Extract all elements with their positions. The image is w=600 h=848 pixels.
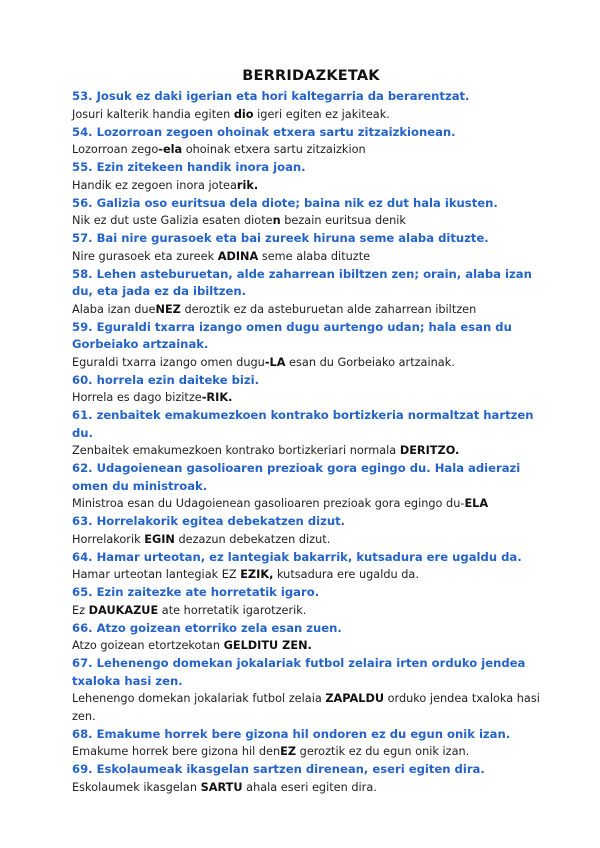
answer-text: Atzo goizean etortzekotan bbox=[72, 639, 224, 652]
exercise-answer bbox=[72, 495, 542, 513]
exercise-question: 64. Hamar urteotan, ez lantegiak bakarrik, kutsadura ere ugaldu da. bbox=[72, 549, 522, 564]
exercise-answer bbox=[72, 212, 542, 230]
answer-highlight: rik. bbox=[236, 178, 259, 192]
answer-text: ahala eseri egiten dira. bbox=[242, 780, 377, 794]
exercise-question: 59. Eguraldi txarra izango omen dugu aurtengo udan; hala esan du Gorbeiako artzainak. bbox=[72, 319, 512, 351]
exercise-question: 54. Lozorroan zegoen ohoinak etxera sartu zitzaizkionean. bbox=[72, 124, 456, 139]
exercise-answer bbox=[72, 690, 542, 725]
answer-text: orduko jendea txaloka hasi zen. bbox=[72, 692, 540, 723]
exercise-question: 62. Udagoienean gasolioaren prezioak gora egingo du. Hala adierazi omen du ministroak. bbox=[72, 461, 521, 493]
answer-text: Eskolaumek ikasgelan bbox=[72, 780, 201, 794]
answer-text: Emakume horrek bere gizona hil den bbox=[72, 745, 281, 758]
exercise-question: 60. horrela ezin daiteke bizi. bbox=[72, 372, 259, 387]
answer-highlight: NEZ bbox=[155, 302, 181, 316]
exercise-question: 58. Lehen asteburuetan, alde zaharrean ibiltzen zen; orain, alaba izan du, eta jada ez da ibiltzen. bbox=[72, 266, 532, 298]
answer-text: Lehenengo domekan jokalariak futbol zelaia bbox=[72, 692, 326, 705]
exercise-question: 68. Emakume horrek bere gizona hil ondoren ez du egun onik izan. bbox=[72, 726, 511, 741]
answer-text: Lozorroan zego bbox=[72, 143, 159, 156]
answer-text: Nire gurasoek eta zureek bbox=[72, 249, 218, 263]
answer-highlight: n bbox=[272, 214, 281, 227]
answer-text: bezain euritsua denik bbox=[280, 214, 406, 227]
answer-text: ohoinak etxera sartu zitzaizkion bbox=[182, 143, 366, 156]
answer-text: deroztik ez da asteburuetan alde zaharrean ibiltzen bbox=[180, 302, 477, 316]
answer-text: dezazun debekatzen dizut. bbox=[174, 532, 331, 546]
exercise-answer bbox=[72, 566, 542, 584]
answer-text: Alaba izan due bbox=[72, 302, 156, 316]
answer-text: Josuri kalterik handia egiten bbox=[72, 107, 234, 121]
exercise-answer bbox=[72, 389, 542, 407]
answer-highlight: -RIK. bbox=[201, 391, 233, 404]
exercise-question: 55. Ezin zitekeen handik inora joan. bbox=[72, 160, 306, 174]
exercise-answer bbox=[72, 301, 542, 319]
exercise-question: 61. zenbaitek emakumezkoen kontrako bortizkeria normaltzat hartzen du. bbox=[72, 408, 534, 440]
exercise-answer bbox=[72, 637, 542, 655]
answer-highlight: ADINA bbox=[217, 249, 259, 263]
exercise-answer bbox=[72, 442, 542, 460]
answer-text: Nik ez dut uste Galizia esaten diote bbox=[72, 214, 273, 227]
answer-text: Horrela es dago bizitze bbox=[72, 391, 202, 404]
answer-text: ate horretatik igarotzerik. bbox=[158, 603, 307, 617]
answer-text: Eguraldi txarra izango omen dugu bbox=[72, 355, 265, 369]
exercise-question: 69. Eskolaumeak ikasgelan sartzen direnean, eseri egiten dira. bbox=[72, 762, 485, 776]
answer-highlight: EZIK, bbox=[240, 568, 274, 581]
exercise-answer bbox=[72, 531, 542, 549]
answer-text: seme alaba dituzte bbox=[258, 249, 371, 263]
answer-highlight: dio bbox=[233, 107, 254, 121]
exercise-question: 53. Josuk ez daki igerian eta hori kaltegarria da berarentzat. bbox=[72, 89, 470, 103]
answer-highlight: -ela bbox=[158, 143, 183, 156]
answer-highlight: EZ bbox=[280, 745, 297, 758]
exercise-question: 63. Horrelakorik egitea debekatzen dizut. bbox=[72, 514, 346, 528]
exercise-question: 66. Atzo goizean etorriko zela esan zuen. bbox=[72, 620, 342, 635]
exercise-answer bbox=[72, 354, 542, 372]
answer-highlight: -LA bbox=[264, 355, 286, 369]
exercise-question: 57. Bai nire gurasoek eta bai zureek hiruna seme alaba dituzte. bbox=[72, 231, 489, 245]
answer-text: Ministroa esan du Udagoienean gasolioaren prezioak gora egingo du- bbox=[72, 497, 465, 510]
answer-highlight: DAUKAZUE bbox=[88, 603, 159, 617]
exercise-question: 67. Lehenengo domekan jokalariak futbol zelaira irten orduko jendea txaloka hasi zen. bbox=[72, 656, 526, 688]
answer-text: Handik ez zegoen inora jotea bbox=[72, 178, 237, 192]
answer-text: igeri egiten ez jakiteak. bbox=[253, 107, 390, 121]
answer-text: Ez bbox=[72, 603, 89, 617]
exercise-answer bbox=[72, 248, 542, 266]
exercise-answer bbox=[72, 779, 542, 797]
page-title: BERRIDAZKETAK bbox=[242, 68, 380, 84]
exercise-answer bbox=[72, 177, 542, 195]
answer-text: Hamar urteotan lantegiak EZ bbox=[72, 568, 241, 581]
exercise-answer bbox=[72, 141, 542, 159]
answer-highlight: DERITZO. bbox=[399, 444, 460, 457]
exercise-answer bbox=[72, 743, 542, 761]
answer-highlight: GELDITU ZEN. bbox=[223, 639, 312, 652]
exercise-question: 56. Galizia oso euritsua dela diote; baina nik ez dut hala ikusten. bbox=[72, 195, 498, 210]
exercise-question: 65. Ezin zaitezke ate horretatik igaro. bbox=[72, 585, 320, 599]
answer-text: esan du Gorbeiako artzainak. bbox=[285, 355, 455, 369]
answer-text: Horrelakorik bbox=[72, 532, 145, 546]
answer-text: Zenbaitek emakumezkoen kontrako bortizkeriari normala bbox=[72, 444, 400, 457]
answer-highlight: ZAPALDU bbox=[325, 692, 385, 705]
exercise-answer bbox=[72, 602, 542, 620]
answer-text: geroztik ez du egun onik izan. bbox=[296, 745, 470, 758]
exercise-answer bbox=[72, 106, 542, 124]
answer-text: kutsadura ere ugaldu da. bbox=[273, 568, 419, 581]
exercise-list bbox=[72, 88, 542, 796]
answer-highlight: SARTU bbox=[200, 780, 243, 794]
answer-highlight: EGIN bbox=[144, 532, 175, 546]
answer-highlight: ELA bbox=[464, 497, 489, 510]
document-page bbox=[72, 68, 542, 797]
